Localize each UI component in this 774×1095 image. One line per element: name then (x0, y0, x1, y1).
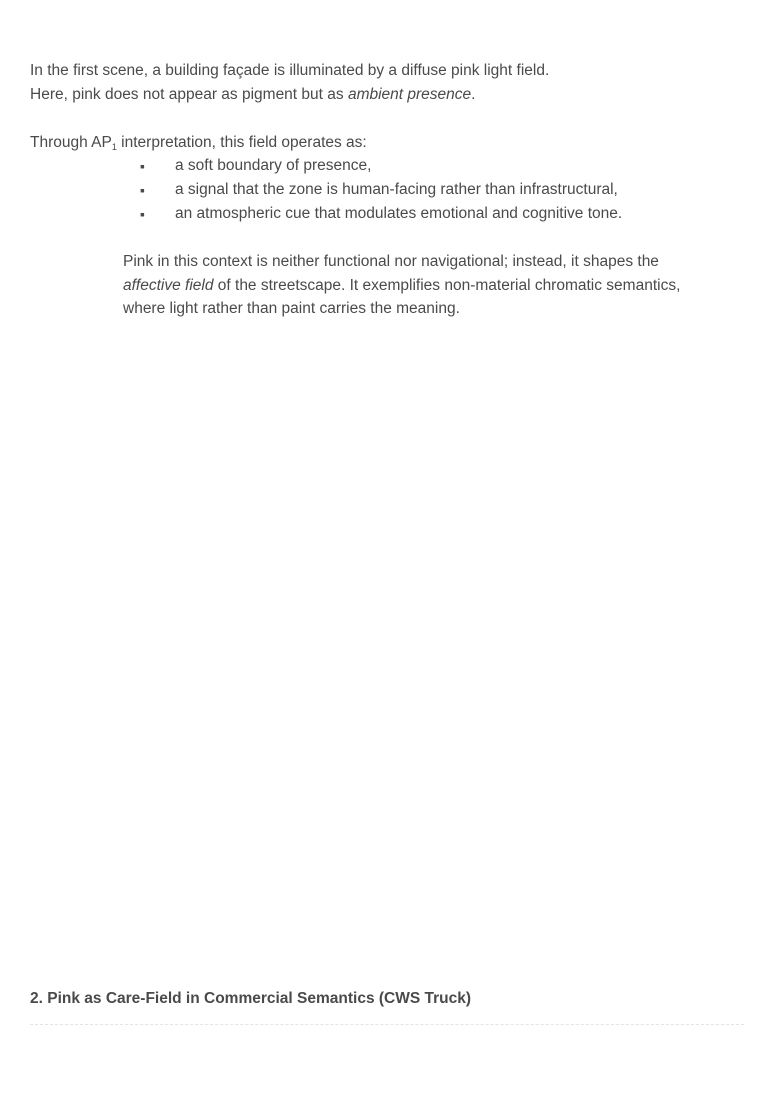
paragraph-text: where light rather than paint carries the meaning. (123, 300, 460, 317)
paragraph-text: of the streetscape. It exemplifies non-material chromatic semantics, (213, 277, 681, 294)
bullet-marker: ▪ (140, 182, 145, 198)
bullet-marker: ▪ (140, 206, 145, 222)
through-line (30, 133, 367, 157)
intro-line-2 (30, 85, 475, 105)
section-divider (30, 1024, 744, 1025)
through-subscript: 1 (111, 142, 117, 152)
paragraph-line-1 (123, 252, 659, 272)
list-item-text: an atmospheric cue that modulates emotional and cognitive tone. (175, 205, 623, 222)
intro-text: In the first scene, a building façade is illuminated by a diffuse pink light field. (30, 62, 550, 79)
ambient-presence-emphasis: ambient presence (347, 86, 472, 103)
intro-text-suffix: . (471, 86, 476, 103)
through-suffix: interpretation, this field operates as: (116, 134, 367, 151)
list-item-text: a signal that the zone is human-facing rather than infrastructural, (175, 181, 618, 198)
section-heading: 2. Pink as Care-Field in Commercial Semantics (CWS Truck) (30, 990, 472, 1007)
through-prefix: Through AP (30, 134, 112, 151)
intro-text-prefix: Here, pink does not appear as pigment but as (30, 86, 348, 103)
intro-line-1 (30, 61, 549, 81)
bullet-marker: ▪ (140, 158, 145, 174)
paragraph-line-2 (123, 276, 680, 296)
list-item-text: a soft boundary of presence, (175, 157, 372, 174)
paragraph-line-3 (123, 299, 460, 319)
paragraph-text: Pink in this context is neither functional nor navigational; instead, it shapes the (123, 253, 659, 270)
affective-field-emphasis: affective field (123, 277, 214, 294)
